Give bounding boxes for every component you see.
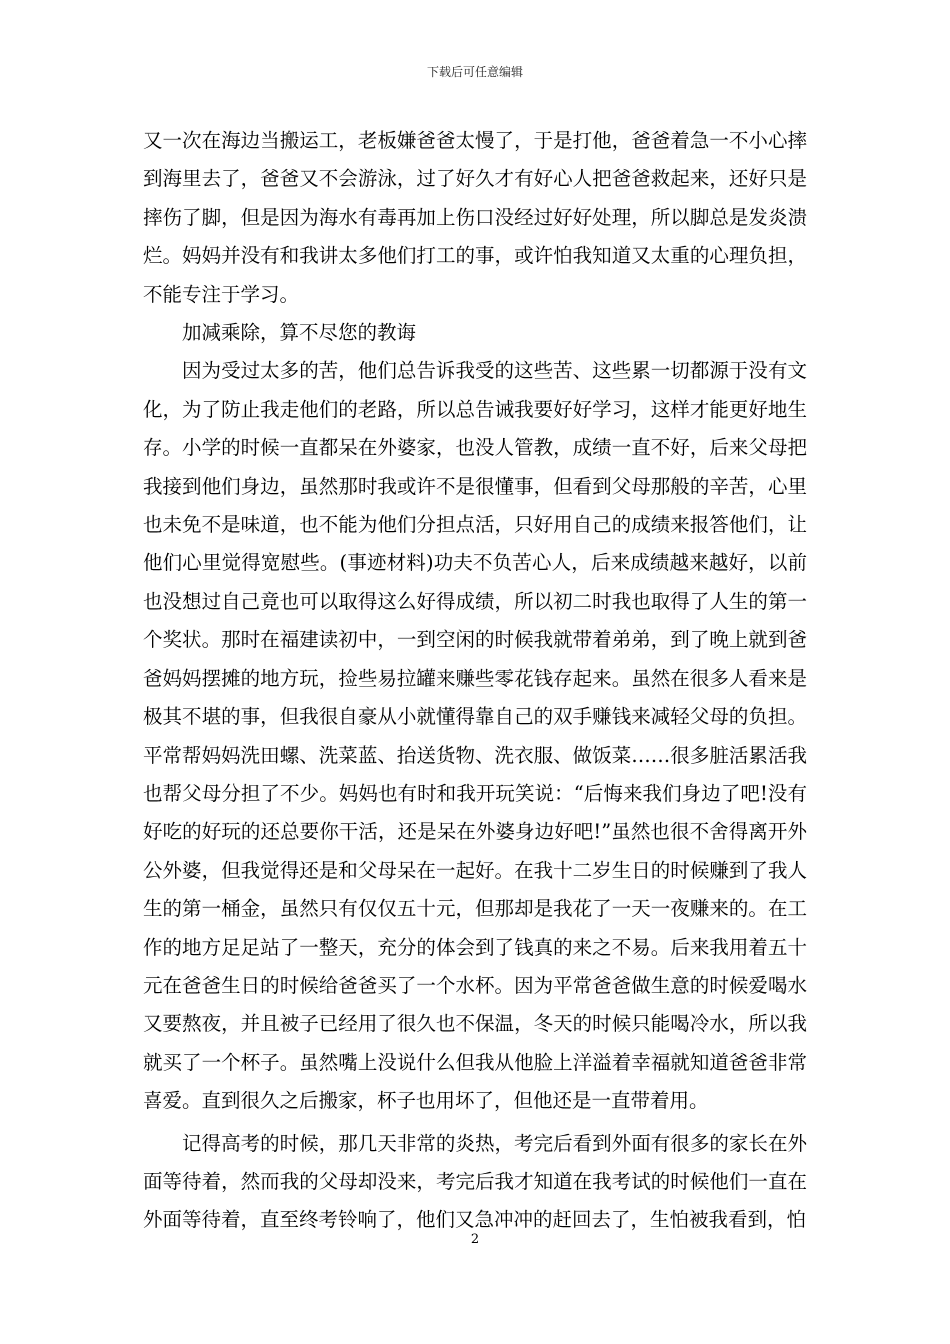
paragraph-continuation: 又一次在海边当搬运工，老板嫌爸爸太慢了，于是打他，爸爸着急一不小心摔到海里去了，爸爸又不会游泳，过了好久才有好心人把爸爸救起来，还好只是摔伤了脚，但是因为海水有毒再加上伤口没经过好好处理，所以脚总是发炎溃烂。妈妈并没有和我讲太多他们打工的事，或许怕我知道又太重的心理负担，不能专注于学习。 (143, 129, 807, 306)
page-header: 下载后可任意编辑 (426, 65, 523, 79)
paragraph-main: 因为受过太多的苦，他们总告诉我受的这些苦、这些累一切都源于没有文化，为了防止我走他们的老路，所以总告诫我要好好学习，这样才能更好地生存。小学的时候一直都呆在外婆家，也没人管教，成绩一直不好，后来父母把我接到他们身边，虽然那时我或许不是很懂事，但看到父母那般的辛苦，心里也未免不是味道，也不能为他们分担点活，只好用自己的成绩来报答他们，让他们心里觉得宽慰些。(事迹材料)功夫不负苦心人，后来成绩越来越好，以前也没想过自己竟也可以取得这么好得成绩，所以初二时我也取得了人生的第一个奖状。那时在福建读初中，一到空闲的时候我就带着弟弟，到了晚上就到爸爸妈妈摆摊的地方玩，捡些易拉罐来赚些零花钱存起来。虽然在很多人看来是极其不堪的事，但我很自豪从小就懂得靠自己的双手赚钱来减轻父母的负担。平常帮妈妈洗田螺、洗菜蓝、抬送货物、洗衣服、做饭菜……很多脏活累活我也帮父母分担了不少。妈妈也有时和我开玩笑说：“后悔来我们身边了吧!没有好吃的好玩的还总要你干活，还是呆在外婆身边好吧!”虽然也很不舍得离开外公外婆，但我觉得还是和父母呆在一起好。在我十二岁生日的时候赚到了我人生的第一桶金，虽然只有仅仅五十元，但那却是我花了一天一夜赚来的。在工作的地方足足站了一整天，充分的体会到了钱真的来之不易。后来我用着五十元在爸爸生日的时候给爸爸买了一个水杯。因为平常爸爸做生意的时候爱喝水又要熬夜，并且被子已经用了很久也不保温，冬天的时候只能喝冷水，所以我就买了一个杯子。虽然嘴上没说什么但我从他脸上洋溢着幸福就知道爸爸非常喜爱。直到很久之后搬家，杯子也用坏了，但他还是一直带着用。 (143, 359, 807, 1113)
page-number: 2 (470, 1232, 480, 1247)
document-body (143, 122, 807, 1240)
paragraph-exam: 记得高考的时候，那几天非常的炎热，考完后看到外面有很多的家长在外面等待着，然而我的父母却没来，考完后我才知道在我考试的时候他们一直在外面等待着，直至终考铃响了，他们又急冲冲的赶回去了，生怕被我看到，怕 (143, 1131, 807, 1232)
section-heading: 加减乘除，算不尽您的教诲 (182, 321, 417, 345)
